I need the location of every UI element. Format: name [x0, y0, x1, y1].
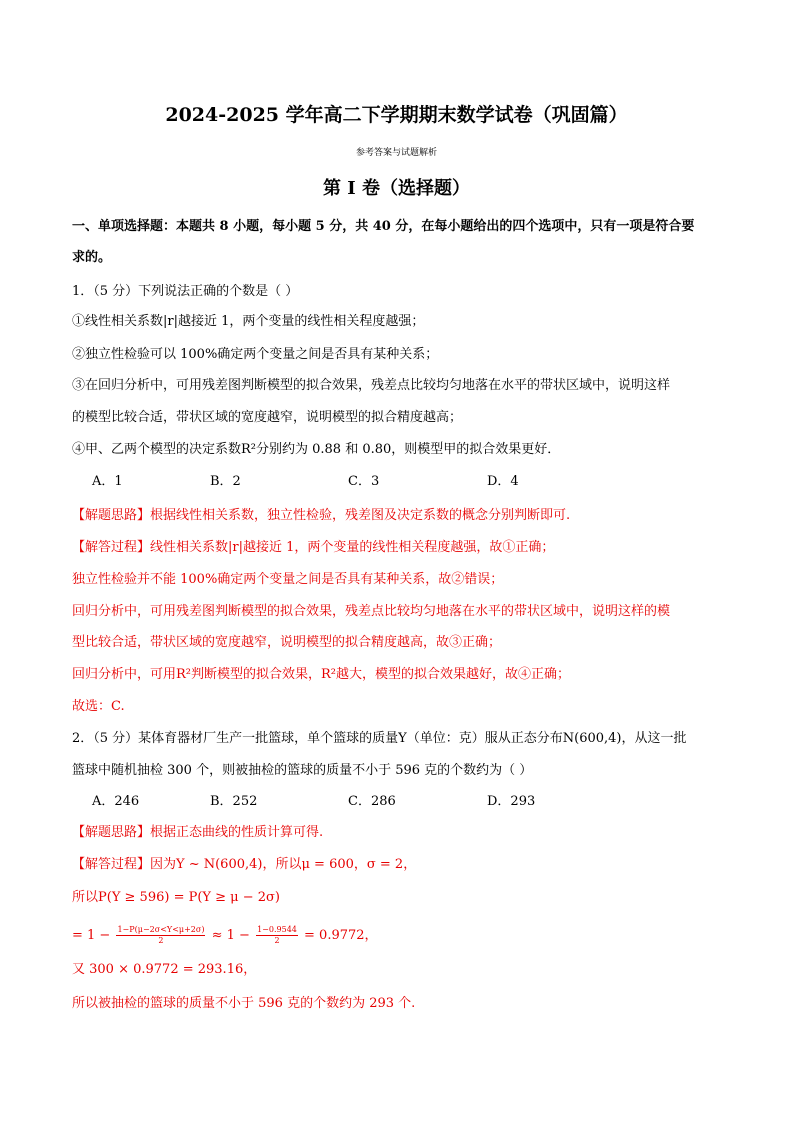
q2-fraction-2-numerator: 1−0.9544 [257, 925, 297, 934]
q2-stem-line1: 2．（5 分）某体育器材厂生产一批篮球，单个篮球的质量Y（单位：克）服从正态分布N(600,4)，从这一批 [72, 731, 687, 746]
q1-statement-4: ④甲、乙两个模型的决定系数R²分别约为 0.88 和 0.80，则模型甲的拟合效果更好． [72, 442, 561, 457]
q1-stem: 1．（5 分）下列说法正确的个数是（ ） [72, 284, 299, 299]
exam-subtitle: 参考答案与试题解析 [355, 148, 437, 158]
q2-process-5: 所以被抽检的篮球的质量不小于 596 克的个数约为 293 个. [72, 996, 416, 1011]
q1-option-b: B．2 [210, 474, 241, 489]
q2-process-3 [72, 922, 378, 950]
q2-fraction-2-denominator: 2 [274, 936, 280, 945]
q1-option-d: D．4 [487, 474, 519, 489]
part1-intro-line1: 一、单项选择题：本题共 8 小题，每小题 5 分，共 40 分，在每小题给出的四个选项中，只有一项是符合要 [72, 219, 695, 234]
part1-intro-line2: 求的。 [72, 250, 112, 265]
q1-option-c: C．3 [348, 474, 380, 489]
q1-process-3b: 型比较合适，带状区域的宽度越窄，说明模型的拟合精度越高，故③正确； [72, 635, 502, 650]
q2-process-2: 所以P(Y ≥ 596) = P(Y ≥ μ − 2σ) [72, 890, 280, 905]
q2-option-b: B．252 [210, 794, 258, 809]
q1-option-a: A．1 [92, 474, 123, 489]
q1-process-3a: 回归分析中，可用残差图判断模型的拟合效果，残差点比较均匀地落在水平的带状区域中，说明这样的模 [72, 604, 671, 619]
q2-process-3-start: = 1 − [72, 928, 111, 943]
q1-thinking: 【解题思路】根据线性相关系数，独立性检验，残差图及决定系数的概念分别判断即可. [72, 508, 571, 523]
q2-process-3-end: = 0.9772， [304, 928, 378, 943]
q2-fraction-2 [256, 925, 298, 946]
q1-answer: 故选：C. [72, 699, 125, 714]
q2-option-c: C．286 [348, 794, 396, 809]
q2-option-a: A．246 [92, 794, 140, 809]
q1-process-4: 回归分析中，可用R²判断模型的拟合效果，R²越大，模型的拟合效果越好，故④正确； [72, 667, 570, 682]
q2-process-3-mid: ≈ 1 − [211, 928, 250, 943]
q1-statement-3a: ③在回归分析中，可用残差图判断模型的拟合效果，残差点比较均匀地落在水平的带状区域中，说明这样 [72, 378, 671, 393]
q2-stem-line2: 篮球中随机抽检 300 个，则被抽检的篮球的质量不小于 596 克的个数约为（ ） [72, 763, 533, 778]
q2-process-1: 【解答过程】因为Y ~ N(600,4)，所以μ = 600，σ = 2， [72, 857, 417, 872]
q1-statement-2: ②独立性检验可以 100%确定两个变量之间是否具有某种关系； [72, 347, 439, 362]
q2-fraction-1 [116, 925, 205, 946]
q2-option-d: D．293 [487, 794, 536, 809]
q1-statement-1: ①线性相关系数|r|越接近 1，两个变量的线性相关程度越强； [72, 314, 425, 329]
q1-statement-3b: 的模型比较合适，带状区域的宽度越窄，说明模型的拟合精度越高； [72, 410, 463, 425]
q1-process-1: 【解答过程】线性相关系数|r|越接近 1，两个变量的线性相关程度越强，故①正确； [72, 540, 555, 555]
q2-thinking: 【解题思路】根据正态曲线的性质计算可得. [72, 825, 324, 840]
q1-process-2: 独立性检验并不能 100%确定两个变量之间是否具有某种关系，故②错误； [72, 572, 504, 587]
q2-fraction-1-denominator: 2 [158, 936, 164, 945]
q2-process-4: 又 300 × 0.9772 = 293.16， [72, 962, 257, 977]
exam-title: 2024-2025 学年高二下学期期末数学试卷（巩固篇） [165, 104, 628, 126]
q2-fraction-1-numerator: 1−P(μ−2σ<Y<μ+2σ) [117, 925, 205, 934]
section-heading: 第 I 卷（选择题） [323, 178, 470, 199]
